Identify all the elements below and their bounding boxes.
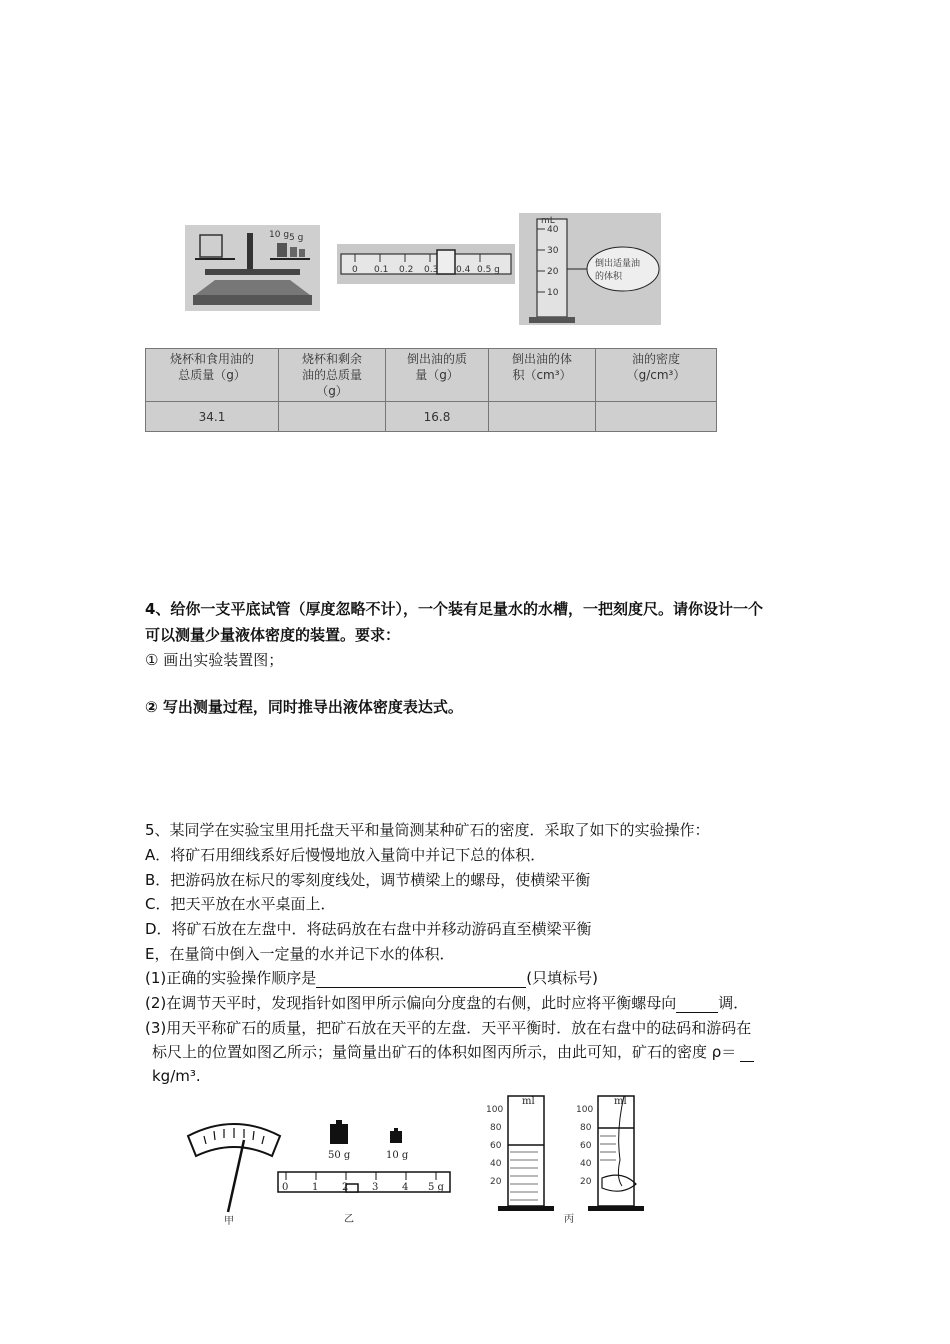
cylinder-tick: 40	[547, 225, 559, 235]
q4-item1: ① 画出实验装置图；	[145, 651, 284, 669]
cylinder-unit: mL	[541, 216, 555, 226]
q5-sub3-unit: kg/m³.	[152, 1067, 201, 1085]
cylinder-unit: ml	[614, 1096, 627, 1107]
cylinder-tick: 60	[490, 1141, 502, 1151]
ruler-tick-label: 0	[282, 1182, 289, 1193]
q5-sub1-text: (1)正确的实验操作顺序是	[145, 969, 317, 987]
cylinder-tick: 100	[576, 1105, 594, 1115]
table-cell	[279, 402, 386, 432]
cylinder-tick: 30	[547, 246, 559, 256]
cylinder-tick: 80	[580, 1123, 592, 1133]
figure-jia-dial	[184, 1118, 284, 1228]
ruler-tick-label: 0	[352, 265, 358, 275]
table-row	[146, 402, 717, 432]
q5-option-e: E，在量筒中倒入一定量的水并记下水的体积．	[145, 945, 455, 963]
cylinder-tick: 40	[490, 1159, 502, 1169]
oil-density-table	[145, 348, 717, 432]
cylinder-bubble-text: 倒出适量油	[595, 259, 641, 269]
balance-weight-label: 5 g	[289, 233, 304, 243]
cylinder-tick: 20	[490, 1177, 502, 1187]
ruler-tick-label: 0.2	[399, 265, 414, 275]
graduated-cylinder-photo	[519, 213, 661, 325]
figure-label-yi: 乙	[344, 1214, 354, 1225]
table-header-cell: 烧杯和剩余 油的总质量 （g）	[279, 349, 386, 402]
cylinder-bubble-text: 的体积	[595, 272, 623, 282]
cylinder-tick: 80	[490, 1123, 502, 1133]
table-cell: 34.1	[146, 402, 279, 432]
figure-bing-cylinders	[484, 1090, 664, 1225]
cylinder-tick: 10	[547, 288, 559, 298]
q5-option-b: B．把游码放在标尺的零刻度线处，调节横梁上的螺母，使横梁平衡	[145, 871, 591, 889]
balance-weight-label: 10 g	[269, 230, 290, 240]
table-cell	[596, 402, 717, 432]
figure-yi-weights-ruler	[276, 1116, 454, 1226]
figure-label-bing: 丙	[564, 1214, 574, 1225]
weight-50g-label: 50 g	[328, 1150, 351, 1161]
table-header-cell: 倒出油的质 量（g）	[386, 349, 489, 402]
cylinder-tick: 20	[547, 267, 559, 277]
q5-sub2	[145, 993, 748, 1013]
q5-sub3-line2	[152, 1042, 754, 1062]
table-cell	[489, 402, 596, 432]
q5-option-a: A．将矿石用细线系好后慢慢地放入量筒中并记下总的体积．	[145, 846, 546, 864]
answer-blank	[740, 1061, 754, 1062]
q5-sub3-text: 标尺上的位置如图乙所示；量筒量出矿石的体积如图丙所示，由此可知，矿石的密度 ρ＝	[152, 1043, 737, 1061]
ruler-tick-label: 3	[372, 1182, 379, 1193]
q5-sub2-text: (2)在调节天平时，发现指针如图甲所示偏向分度盘的右侧，此时应将平衡螺母向	[145, 994, 677, 1012]
q5-intro: 5、某同学在实验宝里用托盘天平和量筒测某种矿石的密度．采取了如下的实验操作：	[145, 821, 710, 839]
weight-10g-label: 10 g	[386, 1150, 409, 1161]
figure-label-jia: 甲	[224, 1216, 234, 1227]
q4-line1: 4、给你一支平底试管（厚度忽略不计），一个装有足量水的水槽，一把刻度尺。请你设计一个	[145, 600, 763, 618]
balance-photo	[185, 225, 320, 311]
ruler-tick-label: 0.4	[456, 265, 471, 275]
table-header-cell: 油的密度 （g/cm³）	[596, 349, 717, 402]
table-cell: 16.8	[386, 402, 489, 432]
answer-blank	[676, 1012, 718, 1013]
ruler-tick-label: 0.3	[424, 265, 439, 275]
cylinder-tick: 40	[580, 1159, 592, 1169]
q5-sub1	[145, 968, 598, 988]
ruler-tick-label: 0.1	[374, 265, 389, 275]
cylinder-tick: 100	[486, 1105, 504, 1115]
ruler-tick-label: 2	[342, 1182, 349, 1193]
cylinder-tick: 20	[580, 1177, 592, 1187]
cylinder-unit: ml	[522, 1096, 535, 1107]
q5-sub3-line1: (3)用天平称矿石的质量，把矿石放在天平的左盘．天平平衡时．放在右盘中的砝码和游码在	[145, 1019, 752, 1037]
rider-ruler	[337, 244, 515, 284]
q5-sub1-suffix: (只填标号)	[526, 969, 598, 987]
q5-option-c: C．把天平放在水平桌面上．	[145, 895, 336, 913]
ruler-tick-label: 0.5 g	[477, 265, 500, 275]
q4-line2: 可以测量少量液体密度的装置。要求：	[145, 626, 401, 644]
q5-sub2-suffix: 调．	[718, 994, 749, 1012]
ruler-tick-label: 5 g	[428, 1182, 444, 1193]
ruler-tick-label: 1	[312, 1182, 319, 1193]
ruler-tick-label: 4	[402, 1182, 409, 1193]
table-header-row	[146, 349, 717, 402]
table-header-cell: 倒出油的体 积（cm³）	[489, 349, 596, 402]
table-header-cell: 烧杯和食用油的 总质量（g）	[146, 349, 279, 402]
cylinder-tick: 60	[580, 1141, 592, 1151]
answer-blank	[316, 987, 526, 988]
q4-item2: ② 写出测量过程，同时推导出液体密度表达式。	[145, 698, 463, 716]
q5-option-d: D．将矿石放在左盘中．将砝码放在右盘中并移动游码直至横梁平衡	[145, 920, 592, 938]
